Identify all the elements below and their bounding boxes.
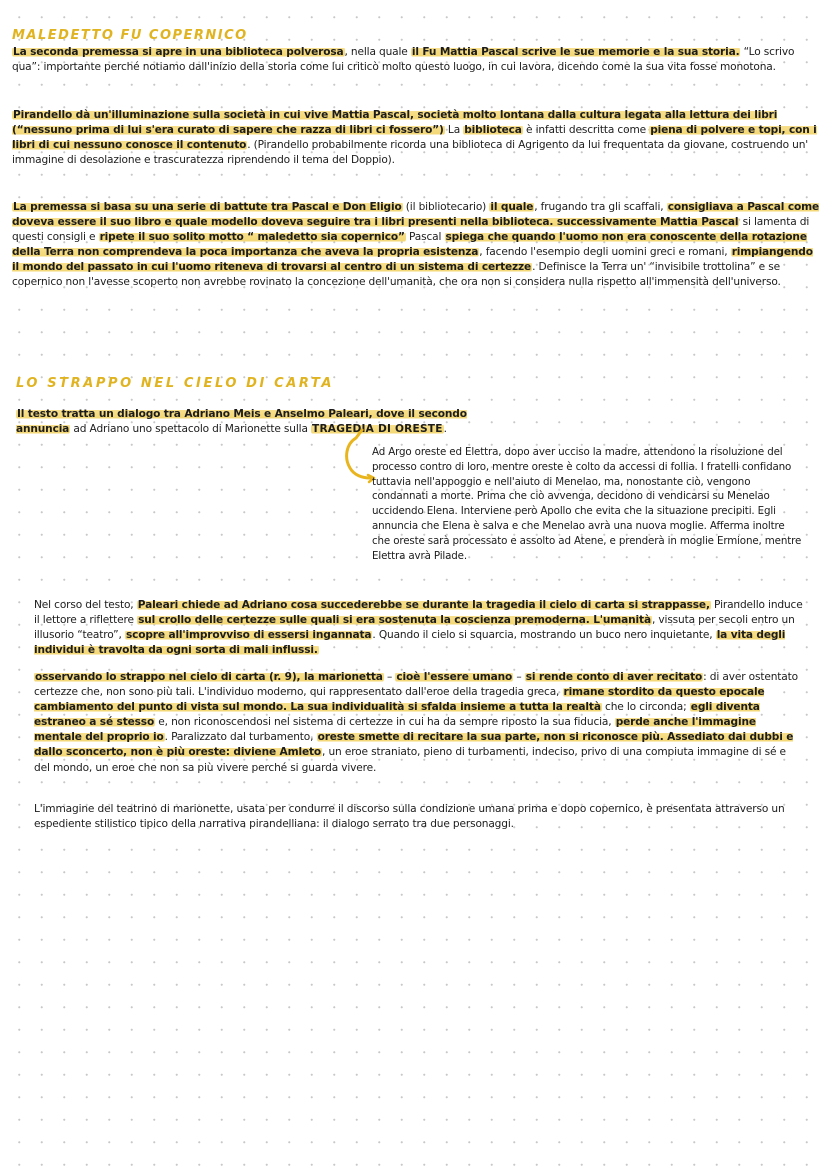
highlight: Paleari chiede ad Adriano cosa succederebbe se durante la tragedia il cielo di carta si strappasse,	[137, 599, 710, 611]
highlight: Il testo tratta un dialogo tra Adriano Meis e Anselmo Paleari, dove il secondo annuncia	[16, 408, 467, 436]
paragraph-dialogo-adriano-paleari: Il testo tratta un dialogo tra Adriano Meis e Anselmo Paleari, dove il secondo annuncia ad Adriano uno spettacolo di Marionette sulla TRAGEDIA DI ORESTE.	[16, 408, 467, 436]
highlight: scopre all'improvviso di essersi ingannata	[125, 629, 372, 642]
highlight: rimane stordito da questo epocale cambiamento del punto di vista sul mondo. La sua individualità si sfalda insieme a tutta la realtà	[34, 686, 765, 714]
highlight: cioè l'essere umano	[396, 671, 513, 683]
highlight: sul crollo delle certezze sulle quali si era sostenuta la coscienza premoderna. L'umanità	[138, 614, 651, 627]
highlight: consigliava a Pascal come doveva essere il suo libro e quale modello doveva seguire tra i libri presenti nella biblioteca. successivamente Mattia Pascal	[12, 201, 820, 229]
highlight: la vita degli individui è travolta da ogni sorta di mali influssi.	[34, 629, 786, 657]
paragraph-illuminazione-societa: Pirandello dà un'illuminazione sulla società in cui vive Mattia Pascal, società molto lontana dalla cultura legata alla lettura dei libri (“nessuno prima di lui s'era curato di sapere che razza di libri ci fossero”) La biblioteca è infatti descritta come piena di polvere e topi, con i libri di cui nessuno conosce il contenuto. (Pirandello probabilmente ricorda una biblioteca di Agrigento da lui frequentata da giovane, costruendo un' immagine di desolazione e trascuratezza riprendendo il tema del Doppio).	[12, 109, 817, 167]
highlight: spiega che quando l'uomo non era conoscente della rotazione della Terra non comprendeva la poca importanza che aveva la propria esistenza	[12, 231, 807, 259]
section-title-maledetto-fu-copernico: MALEDETTO FU COPERNICO	[12, 28, 248, 43]
highlight: piena di polvere e topi, con i libri di cui nessuno conosce il contenuto	[12, 124, 817, 152]
paragraph-marionetta-amleto: osservando lo strappo nel cielo di carta (r. 9), la marionetta – cioè l'essere umano – si rende conto di aver recitato: di aver ostentato certezze che, non sono più tali. L'individuo moderno, qui rappresentato dall'eroe della tragedia greca, rimane stordito da questo epocale cambiamento del punto di vista sul mondo. La sua individualità si sfalda insieme a tutta la realtà che lo circonda; egli diventa estraneo a sé stesso e, non riconoscendosi nel sistema di certezze in cui ha da sempre riposto la sua fiducia, perde anche l'immagine mentale del proprio io. Paralizzato dal turbamento, oreste smette di recitare la sua parte, non si riconosce più. Assediato dai dubbi e dallo sconcerto, non è più oreste: diviene Amleto, un eroe straniato, pieno di turbamenti, indeciso, privo di una compiuta immagine di sé e del mondo, un eroe che non sa più vivere perché si guarda vivere.	[34, 671, 798, 774]
paragraph-crollo-certezze: Nel corso del testo, Paleari chiede ad Adriano cosa succederebbe se durante la tragedia il cielo di carta si strappasse, Pirandello induce il lettore a riflettere sul crollo delle certezze sulle quali si era sostenuta la coscienza premoderna. L'umanità, vissuta per secoli entro un illusorio “teatro”, scopre all'improvviso di essersi ingannata. Quando il cielo si squarcia, mostrando un buco nero inquietante, la vita degli individui è travolta da ogni sorta di mali influssi.	[34, 599, 803, 657]
highlight: Pirandello dà un'illuminazione sulla società in cui vive Mattia Pascal, società molto lontana dalla cultura legata alla lettura dei libri (“nessuno prima di lui s'era curato di sapere che razza di libri ci fossero”)	[12, 109, 778, 137]
paragraph-teatrino-marionette: L'immagine del teatrino di marionette, usata per condurre il discorso sulla condizione umana prima e dopo copernico, è presentata attraverso un espediente stilistico tipico della narrativa pirandelliana: il dialogo serrato tra due personaggi.	[34, 803, 785, 831]
highlight: ripete il suo solito motto “ maledetto sia copernico”	[99, 231, 405, 244]
highlight-tragedia-di-oreste: TRAGEDIA DI ORESTE	[312, 423, 443, 436]
highlight: perde anche l'immagine mentale del proprio io	[34, 716, 756, 744]
highlight: rimpiangendo il mondo del passato in cui l'uomo riteneva di trovarsi al centro di un sistema di certezze	[12, 246, 813, 274]
highlight: La seconda premessa si apre in una biblioteca polverosa	[13, 46, 344, 58]
highlight: il Fu Mattia Pascal scrive le sue memorie e la sua storia.	[411, 46, 740, 58]
highlight: egli diventa estraneo a sé stesso	[34, 701, 760, 729]
highlight: si rende conto di aver recitato	[525, 671, 703, 683]
highlight: il quale	[490, 201, 534, 213]
side-note-trama-oreste: Ad Argo oreste ed Elettra, dopo aver ucciso la madre, attendono la risoluzione del processo contro di loro, mentre oreste è colto da accessi di follia. I fratelli confidano tuttavia nell'appoggio e nell'aiuto di Menelao, ma, nonostante ciò, vengono condannati a morte. Prima che ciò avvenga, decidono di vendicarsi su Menelao uccidendo Elena. Interviene però Apollo che evita che la situazione precipiti. Egli annuncia che Elena è salva e che Menelao avrà una nuova moglie. Afferma inoltre che oreste sarà processato e assolto ad Atene, e prenderà in moglie Ermione, mentre Elettra avrà Pilade.	[372, 446, 802, 562]
section-title-strappo-cielo-di-carta: LO STRAPPO NEL CIELO DI CARTA	[16, 376, 335, 391]
paragraph-premessa-battute: La premessa si basa su una serie di battute tra Pascal e Don Eligio (il bibliotecario) il quale, frugando tra gli scaffali, consigliava a Pascal come doveva essere il suo libro e quale modello doveva seguire tra i libri presenti nella biblioteca. successivamente Mattia Pascal si lamenta di questi consigli e ripete il suo solito motto “ maledetto sia copernico” Pascal spiega che quando l'uomo non era conoscente della rotazione della Terra non comprendeva la poca importanza che aveva la propria esistenza, facendo l'esempio degli uomini greci e romani, rimpiangendo il mondo del passato in cui l'uomo riteneva di trovarsi al centro di un sistema di certezze. Definisce la Terra un' “invisibile trottolina” e se copernico non l'avesse scoperto non avrebbe rovinato la concezione dell'umanità, che ora non si considera nulla rispetto all'immensità dell'universo.	[12, 201, 820, 289]
highlight: biblioteca	[464, 124, 522, 137]
paragraph-biblioteca-polverosa: La seconda premessa si apre in una biblioteca polverosa, nella quale il Fu Mattia Pascal scrive le sue memorie e la sua storia. “Lo scrivo qua”: importante perché notiamo dall'inizio della storia come lui criticò molto questo luogo, in cui lavora, dicendo come la sua vita fosse monotona.	[12, 46, 795, 74]
highlight: oreste smette di recitare la sua parte, non si riconosce più. Assediato dai dubbi e dallo sconcerto, non è più oreste: diviene Amleto	[34, 731, 794, 759]
highlight: osservando lo strappo nel cielo di carta (r. 9), la marionetta	[35, 671, 383, 683]
highlight: La premessa si basa su una serie di battute tra Pascal e Don Eligio	[13, 201, 402, 213]
